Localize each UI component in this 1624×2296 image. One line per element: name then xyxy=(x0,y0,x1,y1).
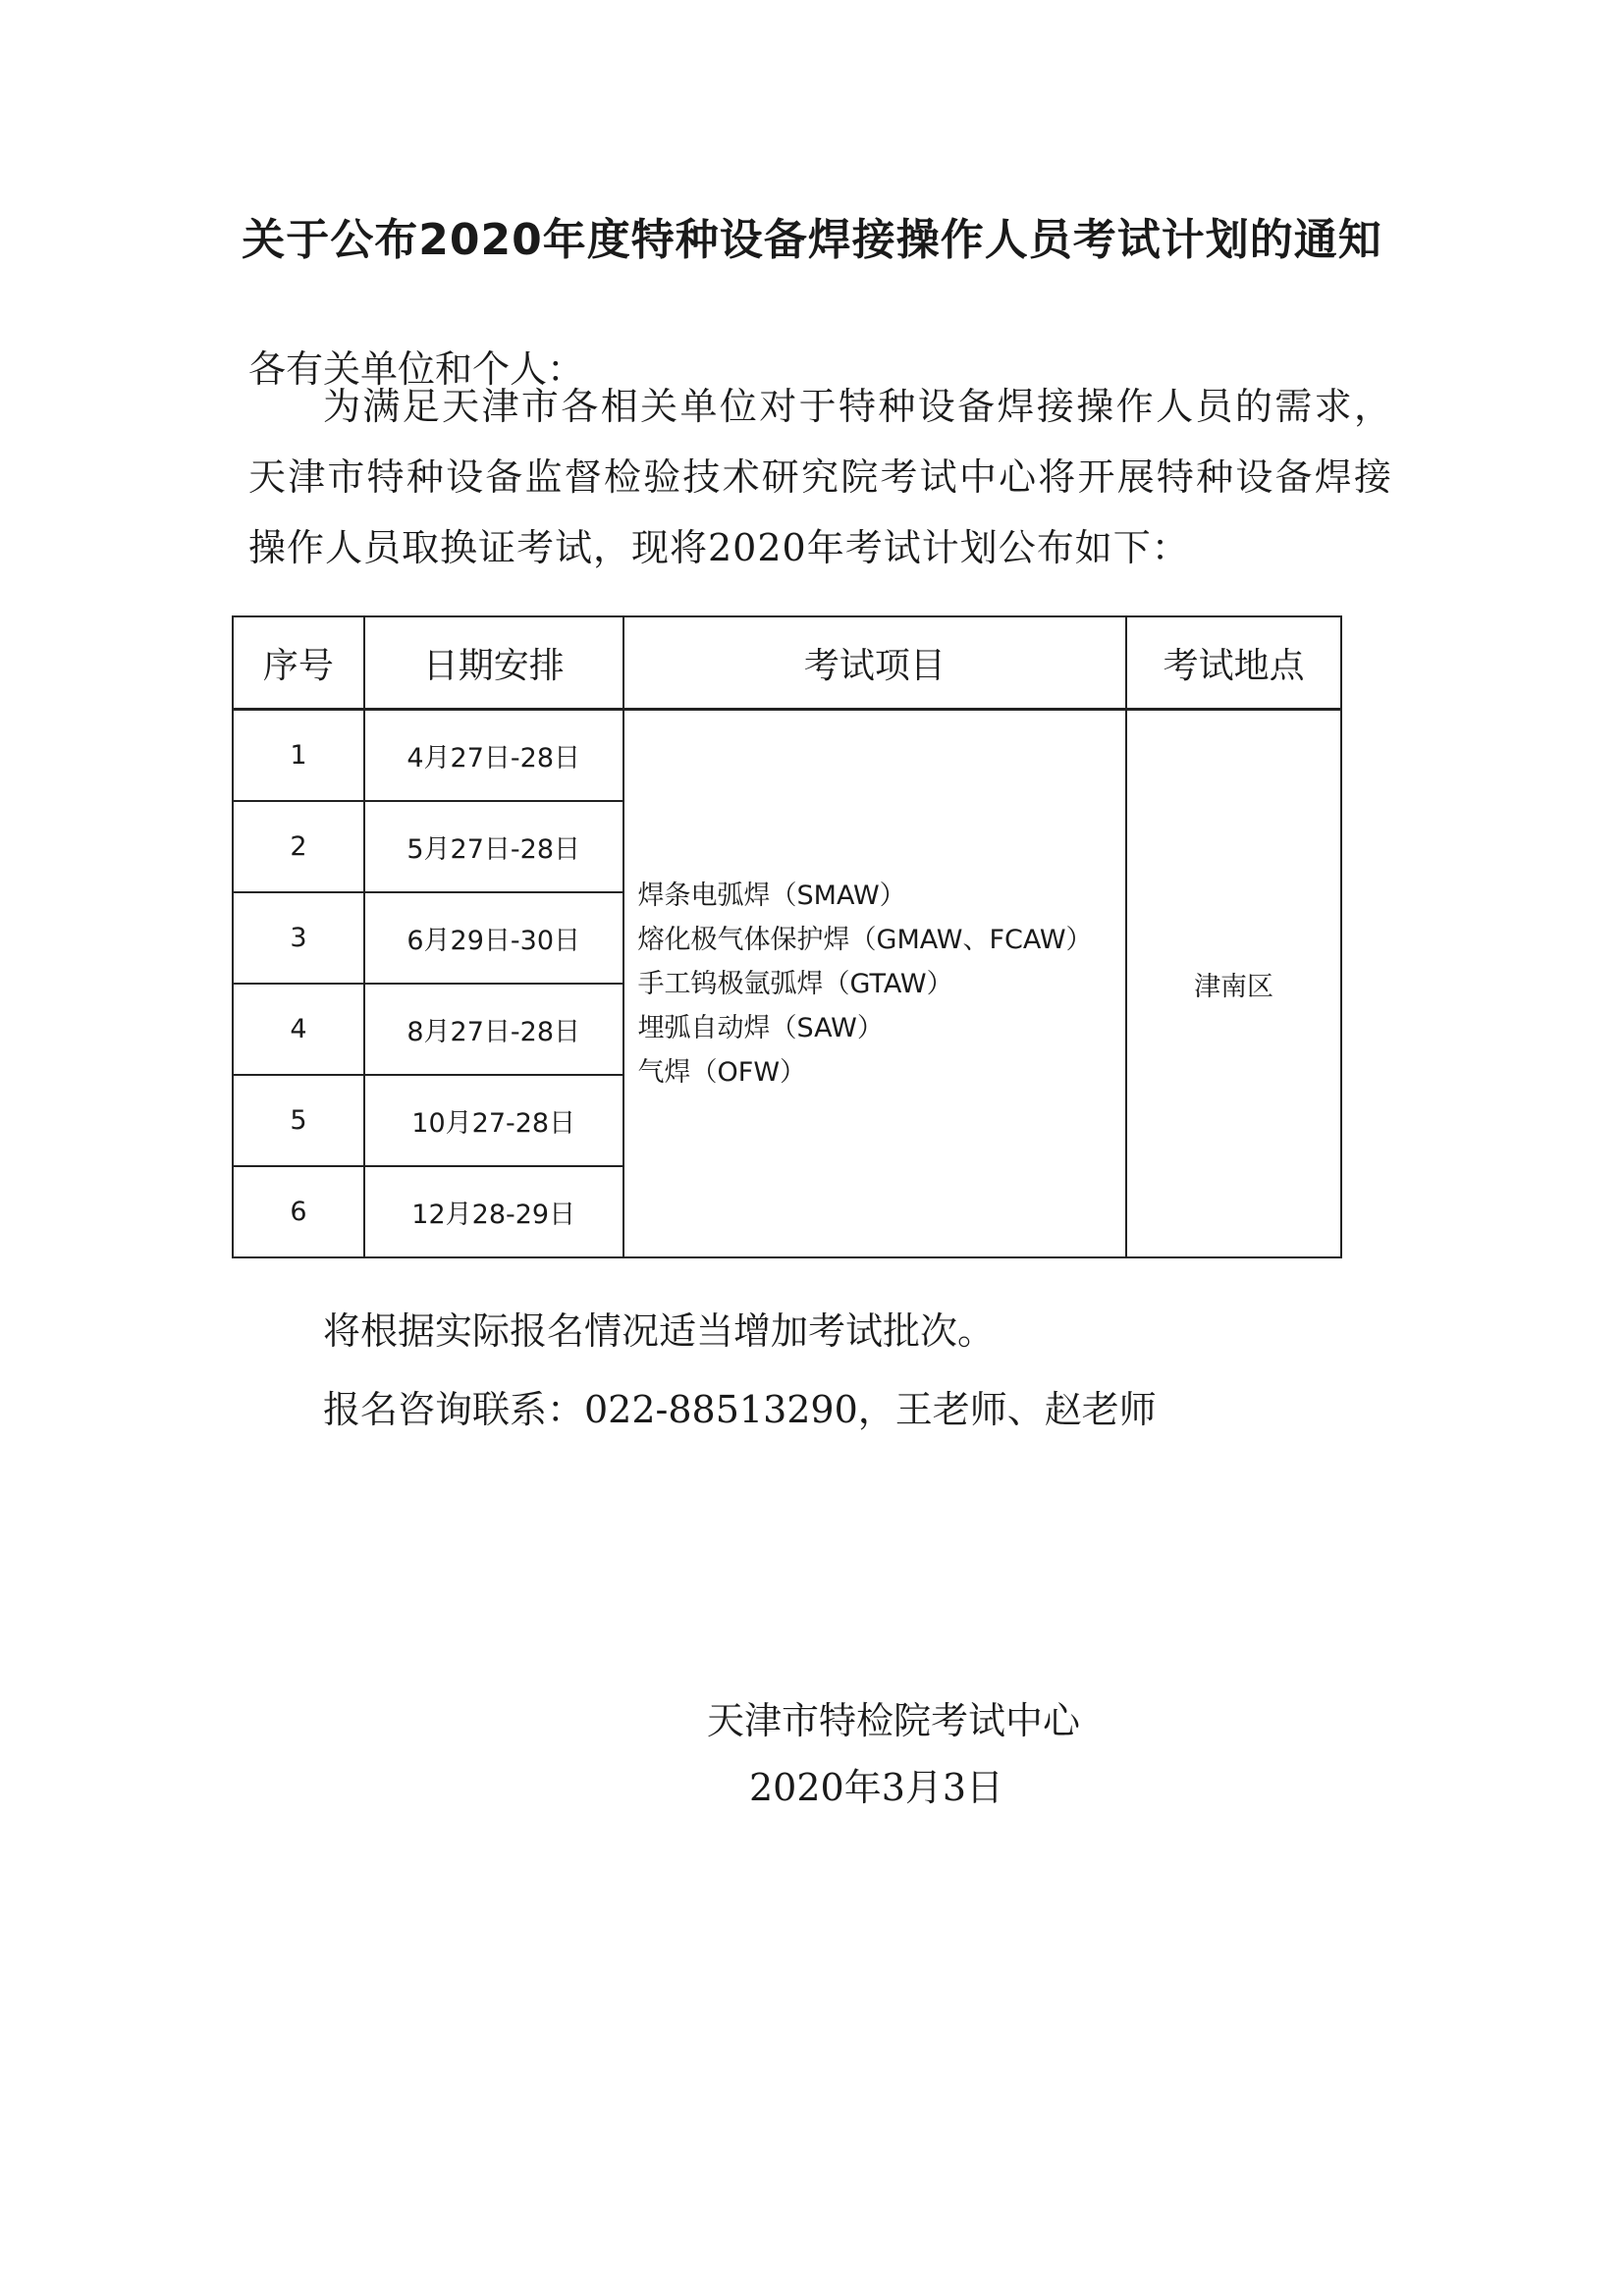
signature-date: 2020年3月3日 xyxy=(749,1766,1004,1809)
exam-location-cell: 津南区 xyxy=(1126,710,1341,1258)
row-no: 2 xyxy=(233,801,364,892)
header-no: 序号 xyxy=(233,616,364,710)
exam-item: 熔化极气体保护焊（GMAW、FCAW） xyxy=(637,924,1093,955)
notes-block xyxy=(323,1292,1157,1449)
row-no: 5 xyxy=(233,1075,364,1166)
header-date: 日期安排 xyxy=(364,616,623,710)
intro-paragraph: 为满足天津市各相关单位对于特种设备焊接操作人员的需求，天津市特种设备监督检验技术研究院考试中心将开展特种设备焊接操作人员取换证考试，现将2020年考试计划公布如下： xyxy=(248,385,1392,569)
row-date: 10月27-28日 xyxy=(364,1075,623,1166)
row-date: 12月28-29日 xyxy=(364,1166,623,1257)
exam-item: 气焊（OFW） xyxy=(637,1056,807,1088)
row-date: 6月29日-30日 xyxy=(364,892,623,984)
row-no: 3 xyxy=(233,892,364,984)
table-header-row xyxy=(233,616,1341,710)
row-no: 6 xyxy=(233,1166,364,1257)
exam-item: 焊条电弧焊（SMAW） xyxy=(637,880,906,911)
row-no: 4 xyxy=(233,984,364,1075)
salutation: 各有关单位和个人： xyxy=(248,347,585,391)
exam-schedule-table xyxy=(232,615,1342,1258)
row-date: 8月27日-28日 xyxy=(364,984,623,1075)
document-title: 关于公布2020年度特种设备焊接操作人员考试计划的通知 xyxy=(242,215,1382,265)
row-date: 4月27日-28日 xyxy=(364,710,623,802)
row-no: 1 xyxy=(233,710,364,802)
note-extra-batches: 将根据实际报名情况适当增加考试批次。 xyxy=(323,1309,996,1353)
exam-item: 埋弧自动焊（SAW） xyxy=(637,1012,884,1043)
note-contact: 报名咨询联系：022-88513290，王老师、赵老师 xyxy=(323,1388,1157,1431)
signature-organization: 天津市特检院考试中心 xyxy=(707,1699,1081,1742)
header-location: 考试地点 xyxy=(1126,616,1341,710)
table-row xyxy=(233,710,1341,802)
header-exam-item: 考试项目 xyxy=(623,616,1127,710)
exam-items-cell xyxy=(623,710,1127,1258)
exam-item: 手工钨极氩弧焊（GTAW） xyxy=(637,968,953,999)
row-date: 5月27日-28日 xyxy=(364,801,623,892)
